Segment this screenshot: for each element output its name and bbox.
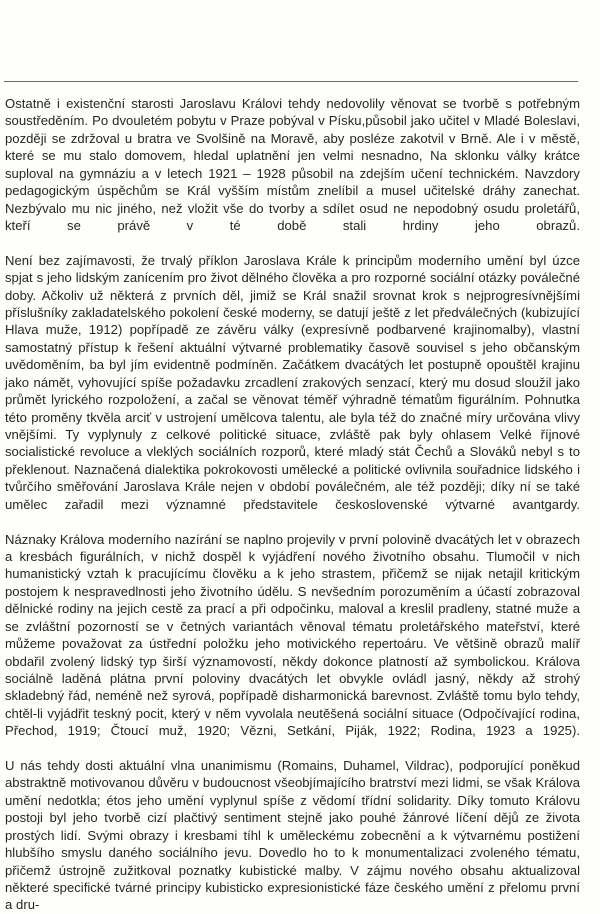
paragraph-2: Není bez zajímavosti, že trvalý příklon Jaroslava Krále k principům moderního umění byl úzce spjat s jeho lidským zanícením pro život dělného člověka a pro rozporné sociální otázky poválečné doby. Ačkoliv už některá z prvních děl, jimiž se Král snažil srovnat krok s nejprogresívnějšími příslušníky zakladatelského pokolení české moderny, se datují ještě z let předválečných (kubizující Hlava muže, 1912) popřípadě ze závěru války (expresívně podbarvené krajinomalby), vlastní samostatný přístup k řešení aktuální výtvarné problematiky časově souvisel s jeho občanským uvědoměním, ba byl jím evidentně podmíněn. Začátkem dvacátých let postupně opouštěl krajinu jako námět, vyhovující spíše požadavku zrcadlení zrakových senzací, který mu dosud sloužil jako průmět lyrického rozpoložení, a začal se věnovat téměř výhradně tématům figurálním. Pohnutka této proměny tkvěla arciť v ustrojení umělcova talentu, ale byla též do značné míry určována vlivy vnějšími. Ty vyplynuly z celkové politické situace, zvláště pak byly ohlasem Velké říjnové socialistické revoluce a vleklých sociálních rozporů, které mladý stát Čechů a Slováků nebyl s to překlenout. Naznačená dialektika pokrokovosti umělecké a politické ovlivnila souřadnice lidského i tvůrčího směřování Jaroslava Krále nejen v období poválečném, ale též později; díky ní se také umělec zařadil mezi významné představitele československé výtvarné avantgardy.: [5, 252, 580, 512]
paragraph-4: U nás tehdy dosti aktuální vlna unanimismu (Romains, Duhamel, Vildrac), podporující poněkud abstraktně motivovanou důvěru v budoucnost všeobjímajícího bratrství mezi lidmi, se však Králova umění nedotkla; étos jeho umění vyplynul spíše z vědomí třídní solidarity. Díky tomuto Královu postoji byl jeho tvorbě cizí plačtivý sentiment stejně jako pouhé žánrové líčení dějů ze života prostých lidí. Svými obrazy i kresbami tíhl k uměleckému zobecnění a k výtvarnému postižení hlubšího smyslu daného sociálního jevu. Dovedlo ho to k monumentalizaci zvoleného tématu, přičemž ústrojně zužitkoval poznatky kubistické malby. V zájmu nového obsahu aktualizoval některé specifické tvárné principy kubisticko expresionistické fáze českého umění z přelomu první a dru-: [5, 758, 580, 913]
top-horizontal-rule: [4, 81, 578, 82]
paragraph-3: Náznaky Králova moderního nazírání se naplno projevily v první polovině dvacátých let v obrazech a kresbách figurálních, v nichž dospěl k vyjádření nového životního obsahu. Tlumočil v nich humanistický vztah k pracujícímu člověku a k jeho strastem, přičemž se nijak netajil kritickým postojem k nespravedlnosti jeho životního údělu. S nevšedním porozuměním a účastí zobrazoval dělnické rodiny na jejich cestě za prací a při odpočinku, maloval a kreslil pradleny, statné muže a se zvláštní pozorností se v četných variantách věnoval tématu proletářského mateřství, které můžeme považovat za ústřední položku jeho motivického repertoáru. Ve většině obrazů malíř obdařil zvolený lidský typ širší významovostí, někdy dokonce platností až symbolickou. Králova sociálně laděná plátna první poloviny dvacátých let obvykle ovládl jasný, někdy až strohý skladebný řád, neméně než syrová, popřípadě disharmonická barevnost. Zvláště tomu bylo tehdy, chtěl-li vyjádřit teskný pocit, který v něm vyvolala neutěšená sociální situace (Odpočívající rodina, Přechod, 1919; Čtoucí muž, 1920; Vězni, Setkání, Piják, 1922; Rodina, 1923 a 1925).: [5, 531, 580, 739]
paragraph-1: Ostatně i existenční starosti Jaroslavu Královi tehdy nedovolily věnovat se tvorbě s potřebným soustředěním. Po dvouletém pobytu v Praze pobýval v Písku,působil jako učitel v Mladé Boleslavi, později se zdržoval u bratra ve Svolšině na Moravě, aby posléze zakotvil v Brně. Ale i v městě, které se mu stalo domovem, hledal uplatnění jen velmi nesnadno, Na sklonku války krátce suploval na gymnáziu a v letech 1921 – 1928 působil na zdejším učení technickém. Navzdory pedagogickým úspěchům se Král vyšším místům znelíbil a musel učitelské dráhy zanechat. Nezbývalo mu nic jiného, než vložit vše do tvorby a sdílet osud ne nepodobný osudu proletářů, kteří se právě v té době stali hrdiny jeho obrazů.: [5, 96, 580, 233]
page-text-body: [5, 95, 580, 914]
